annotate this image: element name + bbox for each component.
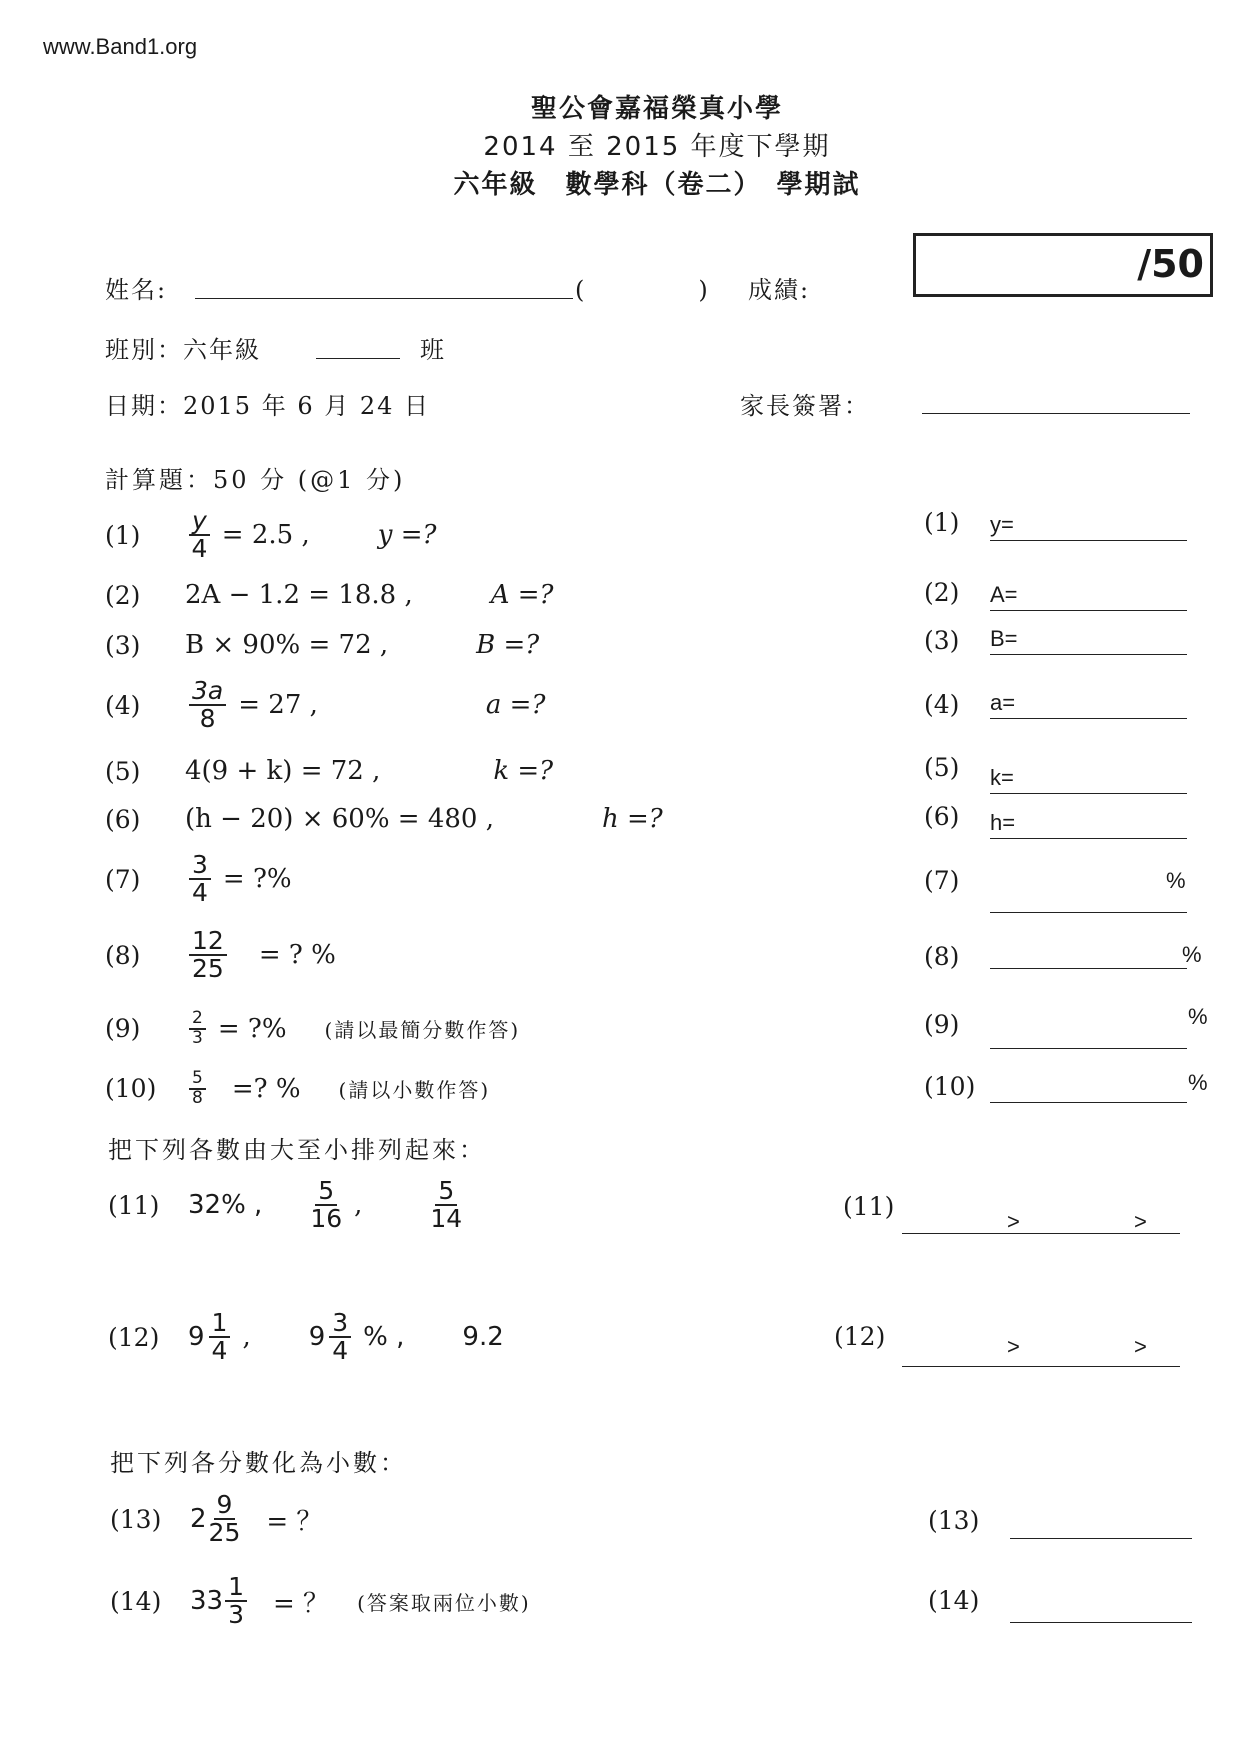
value-a: 32% , — [188, 1190, 263, 1221]
answer-label-12: (12) — [834, 1322, 886, 1351]
question-3 — [105, 630, 539, 660]
answer-prefix: B= — [990, 626, 1018, 651]
fraction — [189, 1070, 206, 1108]
answer-prefix: h= — [990, 810, 1016, 835]
fraction — [310, 1178, 342, 1233]
answer-label-7: (7) — [924, 866, 960, 895]
answer-field-7[interactable] — [990, 884, 1187, 913]
class-suffix: 班 — [420, 336, 446, 364]
fraction — [225, 1574, 247, 1629]
watermark: www.Band1.org — [43, 34, 198, 59]
class-label: 班別：六年級 — [105, 336, 261, 364]
whole-part: 9 — [308, 1322, 326, 1353]
percent-suffix: % , — [363, 1322, 405, 1353]
numerator: 5 — [189, 1070, 206, 1090]
question-11 — [108, 1178, 466, 1233]
class-number-brackets[interactable]: ( ) — [575, 276, 730, 304]
denominator: 3 — [192, 1027, 203, 1048]
answer-field-9[interactable] — [990, 1020, 1187, 1049]
answer-label-6: (6) — [924, 802, 960, 831]
q-number: (11) — [108, 1190, 160, 1220]
answer-field-2[interactable] — [990, 582, 1187, 611]
answer-prefix: a= — [990, 690, 1016, 715]
question-9 — [105, 1010, 520, 1048]
numerator: 5 — [435, 1178, 457, 1206]
q-number: (10) — [105, 1074, 157, 1104]
fraction — [189, 678, 226, 733]
fraction — [189, 508, 210, 563]
q-number: (3) — [105, 630, 141, 660]
answer-prefix: y= — [990, 512, 1014, 537]
numerator: 9 — [214, 1492, 236, 1520]
score-label: 成績: — [748, 276, 811, 304]
q-number: (8) — [105, 940, 141, 970]
denominator: 25 — [208, 1518, 241, 1548]
q-number: (9) — [105, 1014, 141, 1044]
denominator: 4 — [191, 534, 208, 564]
answer-field-8[interactable] — [990, 940, 1187, 969]
percent-sign: % — [1182, 942, 1202, 967]
question-12 — [108, 1310, 504, 1365]
question-2 — [105, 580, 553, 610]
numerator: 12 — [189, 928, 227, 956]
denominator: 25 — [192, 954, 224, 984]
answer-label-9: (9) — [924, 1010, 960, 1039]
value-c: 9.2 — [462, 1322, 504, 1353]
fraction — [189, 1010, 206, 1048]
unknown: a =? — [485, 690, 546, 721]
denominator: 8 — [199, 704, 216, 734]
denominator: 8 — [192, 1087, 203, 1108]
expr: = ? % — [258, 940, 336, 971]
exam-title: 六年級 數學科（卷二） 學期試 — [453, 170, 861, 200]
answer-label-2: (2) — [924, 578, 960, 607]
answer-label-8: (8) — [924, 942, 960, 971]
expr: = 27 , — [238, 690, 318, 721]
answer-field-14[interactable] — [1010, 1594, 1192, 1623]
parent-sign-label: 家長簽署： — [740, 392, 870, 420]
answer-field-12[interactable] — [902, 1334, 1180, 1367]
question-13 — [110, 1492, 322, 1547]
expr: B × 90% = 72 , — [185, 630, 389, 660]
answer-label-11: (11) — [843, 1192, 895, 1221]
numerator: 1 — [209, 1310, 231, 1338]
q-number: (12) — [108, 1322, 160, 1352]
unknown: A =? — [490, 580, 554, 610]
unknown: y =? — [377, 520, 437, 551]
section-decimal-title: 把下列各分數化為小數： — [110, 1449, 407, 1477]
fraction — [209, 1492, 241, 1547]
expr: = ?% — [217, 1013, 287, 1044]
question-10 — [105, 1070, 490, 1108]
expr: 2A − 1.2 = 18.8 , — [185, 580, 413, 610]
percent-sign: % — [1188, 1004, 1208, 1029]
section-calc-title: 計算題：50 分 (@1 分) — [105, 466, 406, 494]
numerator: 2 — [189, 1010, 206, 1030]
question-4 — [105, 678, 545, 733]
school-name: 聖公會嘉福榮真小學 — [530, 94, 783, 124]
section-ordering-title: 把下列各數由大至小排列起來： — [108, 1136, 486, 1164]
expr: =? % — [231, 1073, 301, 1104]
percent-sign: % — [1188, 1070, 1208, 1095]
whole-part: 33 — [190, 1586, 224, 1617]
answer-prefix: k= — [990, 765, 1014, 790]
greater-than: > — [1134, 1209, 1147, 1234]
score-total: /50 — [1137, 242, 1204, 286]
name-label: 姓名: — [105, 276, 168, 304]
answer-field-4[interactable] — [990, 690, 1187, 719]
denominator: 4 — [332, 1336, 349, 1366]
unknown: h =? — [602, 804, 663, 834]
fraction — [189, 852, 211, 907]
question-1 — [105, 508, 436, 563]
name-field[interactable] — [195, 268, 573, 299]
separator: , — [354, 1190, 363, 1221]
greater-than: > — [1007, 1209, 1020, 1234]
fraction — [209, 1310, 231, 1365]
q-number: (14) — [110, 1586, 162, 1616]
answer-label-3: (3) — [924, 626, 960, 655]
question-7 — [105, 852, 292, 907]
answer-field-1[interactable] — [990, 512, 1187, 541]
denominator: 16 — [310, 1204, 343, 1234]
numerator: 5 — [315, 1178, 337, 1206]
answer-label-14: (14) — [928, 1586, 980, 1615]
answer-label-10: (10) — [924, 1072, 976, 1101]
numerator: 3a — [189, 678, 226, 706]
denominator: 4 — [192, 878, 208, 908]
unknown: B =? — [476, 630, 540, 660]
denominator: 14 — [430, 1204, 463, 1234]
question-5 — [105, 756, 553, 786]
instruction-note: (答案取兩位小數) — [357, 1590, 531, 1615]
answer-label-1: (1) — [924, 508, 960, 537]
expr: = ?% — [222, 864, 292, 895]
greater-than: > — [1134, 1334, 1147, 1359]
instruction-note: (請以小數作答) — [338, 1078, 491, 1103]
denominator: 3 — [228, 1600, 244, 1630]
q-number: (4) — [105, 690, 141, 720]
whole-part: 2 — [190, 1504, 207, 1535]
answer-label-13: (13) — [928, 1506, 980, 1535]
unknown: k =? — [493, 756, 554, 786]
answer-field-13[interactable] — [1010, 1510, 1192, 1539]
term: 2014 至 2015 年度下學期 — [483, 132, 831, 162]
q-number: (2) — [105, 580, 141, 610]
numerator: 3 — [189, 852, 211, 880]
answer-field-11[interactable] — [902, 1205, 1180, 1234]
fraction — [430, 1178, 462, 1233]
q-number: (13) — [110, 1504, 162, 1534]
whole-part: 9 — [188, 1322, 205, 1353]
expr: = 2.5 , — [221, 520, 310, 551]
expr: 4(9 + k) = 72 , — [185, 756, 381, 786]
expr: = ？ — [273, 1588, 330, 1619]
instruction-note: (請以最簡分數作答) — [324, 1018, 521, 1043]
answer-label-4: (4) — [924, 690, 960, 719]
score-box — [913, 233, 1213, 297]
denominator: 4 — [211, 1336, 228, 1366]
answer-prefix: A= — [990, 582, 1018, 607]
answer-field-3[interactable] — [990, 626, 1187, 655]
answer-field-6[interactable] — [990, 810, 1187, 839]
numerator: 1 — [225, 1574, 247, 1602]
class-field[interactable] — [316, 330, 400, 359]
q-number: (1) — [105, 520, 141, 550]
separator: , — [242, 1322, 251, 1353]
percent-sign: % — [1166, 868, 1186, 893]
fraction — [329, 1310, 351, 1365]
date: 日期：2015 年 6 月 24 日 — [105, 392, 431, 420]
question-8 — [105, 928, 336, 983]
answer-field-10[interactable] — [990, 1074, 1187, 1103]
expr: (h − 20) × 60% = 480 , — [185, 804, 495, 834]
q-number: (5) — [105, 756, 141, 786]
greater-than: > — [1007, 1334, 1020, 1359]
question-6 — [105, 804, 663, 834]
fraction — [189, 928, 227, 983]
answer-label-5: (5) — [924, 753, 960, 782]
q-number: (7) — [105, 864, 141, 894]
answer-field-5[interactable] — [990, 765, 1187, 794]
numerator: 3 — [329, 1310, 351, 1338]
expr: = ？ — [266, 1506, 323, 1537]
q-number: (6) — [105, 804, 141, 834]
numerator: y — [189, 508, 210, 536]
question-14 — [110, 1574, 531, 1629]
parent-sign-field[interactable] — [922, 385, 1190, 414]
